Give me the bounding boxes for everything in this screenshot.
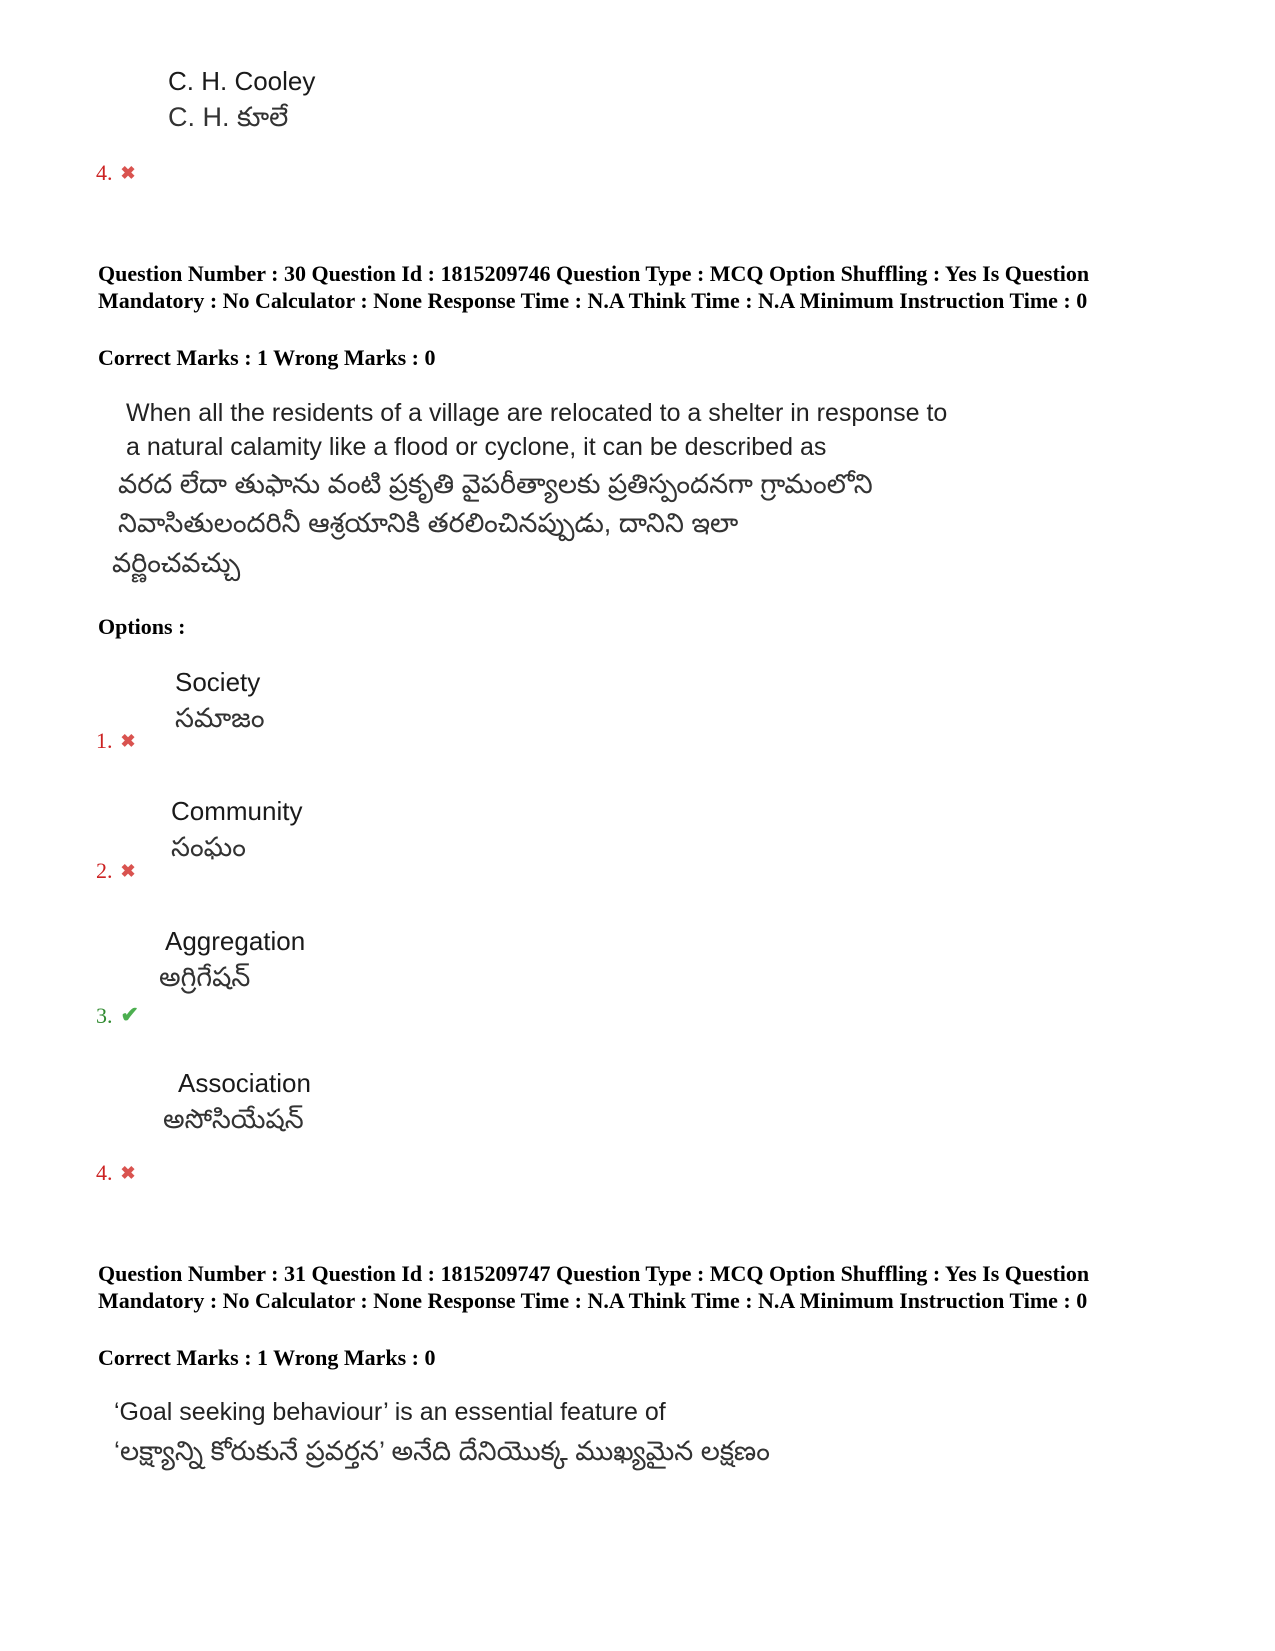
q31-text-en: ‘Goal seeking behaviour’ is an essential feature of: [114, 1398, 666, 1426]
q30-text-en-2: a natural calamity like a flood or cyclone, it can be described as: [126, 433, 827, 461]
q30-meta: Question Number : 30 Question Id : 1815209746 Question Type : MCQ Option Shuffling : Yes Is Question Mandatory : No Calculator : None Response Time : N.A Think Time : N.A Minimum Instruction Time : 0: [98, 261, 1090, 313]
prev-option-4-te: C. H. కూలే: [168, 102, 289, 132]
option-3-te: అగ్రిగేషన్: [159, 962, 251, 992]
options-label: Options :: [98, 614, 186, 639]
option-1-number: 1. ✖: [96, 728, 136, 753]
prev-option-4-number: 4. ✖: [96, 160, 136, 185]
q30-text-en-1: When all the residents of a village are relocated to a shelter in response to: [126, 399, 948, 427]
q31-text-te: ‘లక్ష్యాన్ని కోరుకునే ప్రవర్తన’ అనేది దేనియొక్క ముఖ్యమైన లక్షణం: [114, 1436, 770, 1466]
cross-icon: ✖: [120, 861, 136, 881]
option-4-te: అసోసియేషన్: [163, 1104, 304, 1134]
q30-text-te-1: వరద లేదా తుఫాను వంటి ప్రకృతి వైపరీత్యాలకు ప్రతిస్పందనగా గ్రామంలోని: [118, 469, 873, 499]
option-3-number: 3. ✔: [96, 1002, 139, 1028]
q31-marks: Correct Marks : 1 Wrong Marks : 0: [98, 1345, 436, 1370]
cross-icon: ✖: [120, 163, 136, 183]
q30-text-te-2: నివాసితులందరినీ ఆశ్రయానికి తరలించినప్పుడు, దానిని ఇలా: [118, 508, 739, 538]
option-1-en: Society: [175, 667, 261, 697]
option-2-number: 2. ✖: [96, 858, 136, 883]
q30-marks: Correct Marks : 1 Wrong Marks : 0: [98, 345, 436, 370]
option-3-en: Aggregation: [165, 926, 306, 956]
option-4-en: Association: [178, 1068, 311, 1098]
prev-option-4-en: C. H. Cooley: [168, 66, 316, 96]
cross-icon: ✖: [120, 731, 136, 751]
option-2-en: Community: [171, 796, 303, 826]
q30-text-te-3: వర్ణించవచ్చు: [112, 548, 241, 578]
cross-icon: ✖: [120, 1163, 136, 1183]
check-icon: ✔: [120, 1002, 139, 1027]
option-4-number: 4. ✖: [96, 1160, 136, 1185]
option-1-te: సమాజం: [175, 703, 265, 733]
q31-meta: Question Number : 31 Question Id : 1815209747 Question Type : MCQ Option Shuffling : Yes Is Question Mandatory : No Calculator : None Response Time : N.A Think Time : N.A Minimum Instruction Time : 0: [98, 1261, 1090, 1313]
option-2-te: సంఘం: [171, 832, 246, 862]
